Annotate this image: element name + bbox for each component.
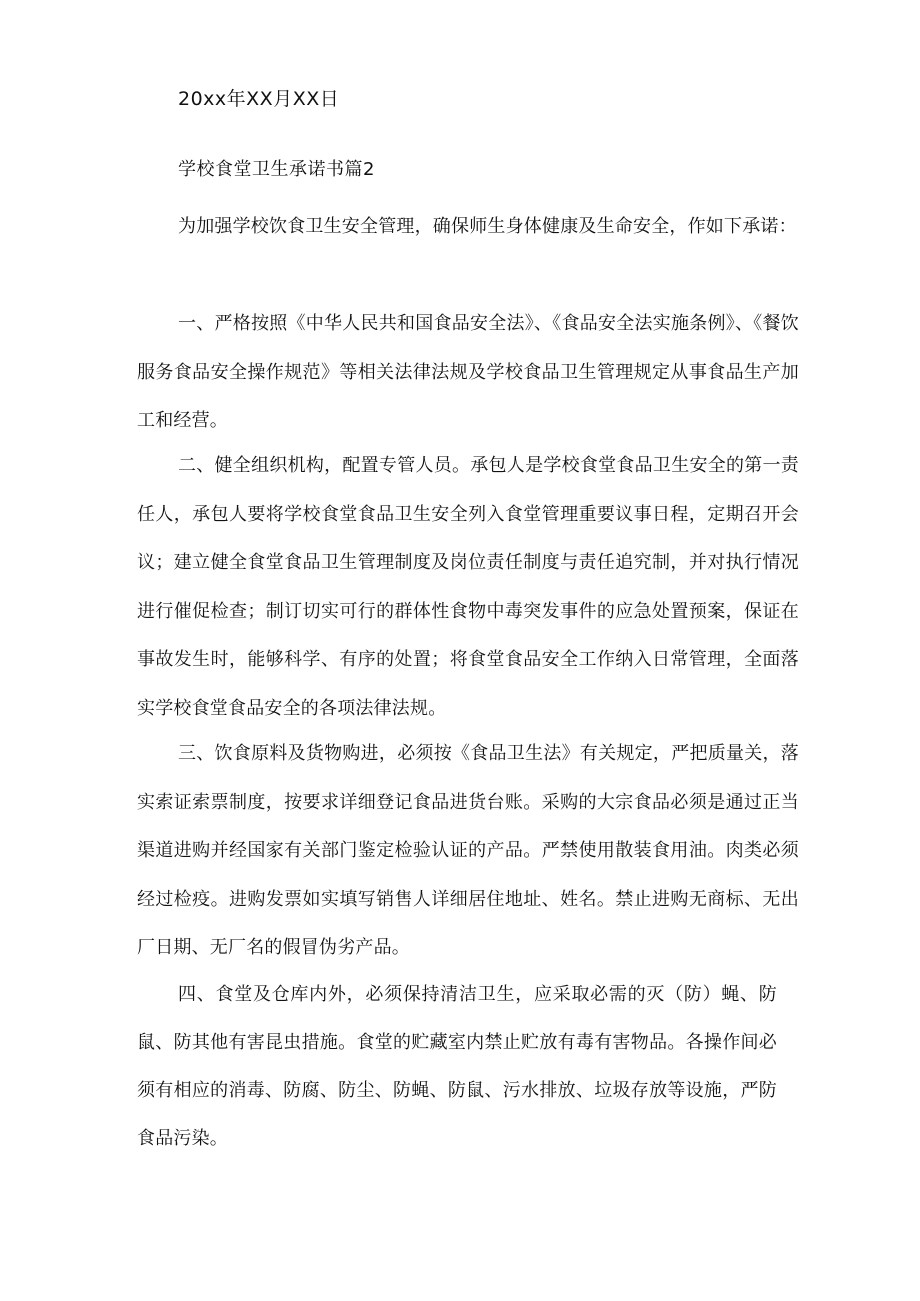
paragraph-item-3: 三、饮食原料及货物购进，必须按《食品卫生法》有关规定，严把质量关，落实索证索票制度，按要求详细登记食品进货台账。采购的大宗食品必须是通过正当渠道进购并经国家有关部门鉴定检验认证的产品。严禁使用散装食用油。肉类必须经过检疫。进购发票如实填写销售人详细居住地址、姓名。禁止进购无商标、无出厂日期、无厂名的假冒伪劣产品。 (137, 743, 799, 958)
paragraph-item-4: 四、食堂及仓库内外，必须保持清洁卫生，应采取必需的灭（防）蝇、防鼠、防其他有害昆虫措施。食堂的贮藏室内禁止贮放有毒有害物品。各操作间必须有相应的消毒、防腐、防尘、防蝇、防鼠、污水排放、垃圾存放等设施，严防食品污染。 (137, 984, 777, 1149)
paragraph-intro: 为加强学校饮食卫生安全管理，确保师生身体健康及生命安全，作如下承诺： (178, 216, 797, 237)
document-subtitle: 学校食堂卫生承诺书篇2 (178, 159, 375, 180)
paragraph-item-2: 二、健全组织机构，配置专管人员。承包人是学校食堂食品卫生安全的第一责任人，承包人要将学校食堂食品卫生安全列入食堂管理重要议事日程，定期召开会议；建立健全食堂食品卫生管理制度及岗位责任制度与责任追究制，并对执行情况进行催促检查；制订切实可行的群体性食物中毒突发事件的应急处置预案，保证在事故发生时，能够科学、有序的处置；将食堂食品安全工作纳入日常管理，全面落实学校食堂食品安全的各项法律法规。 (137, 455, 799, 719)
paragraph-item-1: 一、严格按照《中华人民共和国食品安全法》、《食品安全法实施条例》、《餐饮服务食品安全操作规范》等相关法律法规及学校食品卫生管理规定从事食品生产加工和经营。 (137, 313, 799, 431)
document-date: 20xx年XX月XX日 (178, 88, 340, 110)
